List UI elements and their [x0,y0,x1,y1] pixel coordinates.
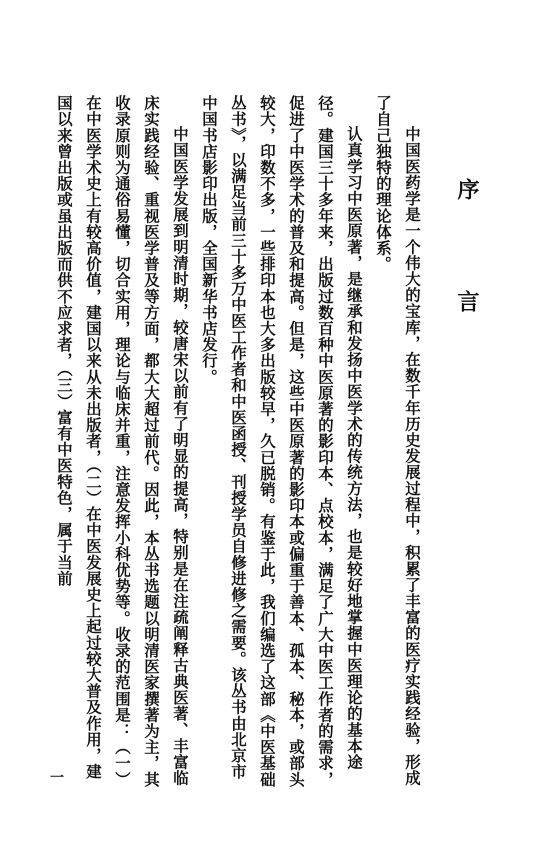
paragraph-3: 中国医学发展到明清时期，较唐宋以前有了明显的提高，特别是在注疏阐释古典医著、丰富临床实践经验、重视医学普及等方面，都大大超过前代。因此，本丛书选题以明清医家撰著为主，其收录原则为通俗易懂，切合实用，理论与临床并重，注意发挥小科优势等。收录的范围是：（一）在中医学术史上有较高价值，建国以来从未出版者，（二）在中医发展史上起过较大普及作用，建国以来曾出版或虽出版而供不应求者，（三）富有中医特色，属于当前 [55,95,189,788]
page-number: 一 [48,770,64,784]
preface-body [49,95,426,795]
paragraph-2: 认真学习中医原著，是继承和发扬中医学术的传统方法，也是较好地掌握中医理论的基本途径。建国三十多年来，出版过数百种中医原著的影印本、点校本，满足了广大中医工作者的需求，促进了中医学术的普及和提高。但是，这些中医原著的影印本或偏重于善本、孤本、秘本，或部头较大，印数不多，一些排印本也大多出版较早，久已脱销。有鉴于此，我们编选了这部《中医基础丛书》，以满足当前三十多万中医工作者和中医函授、刊授学员自修进修之需要。该丛书由北京市中国书店影印出版，全国新华书店发行。 [200,95,363,788]
page-title: 序 言 [454,178,480,346]
paragraph-1: 中国医药学是一个伟大的宝库，在数千年历史发展过程中，积累了丰富的医疗实践经验，形成了自己独特的理论体系。 [374,95,421,786]
